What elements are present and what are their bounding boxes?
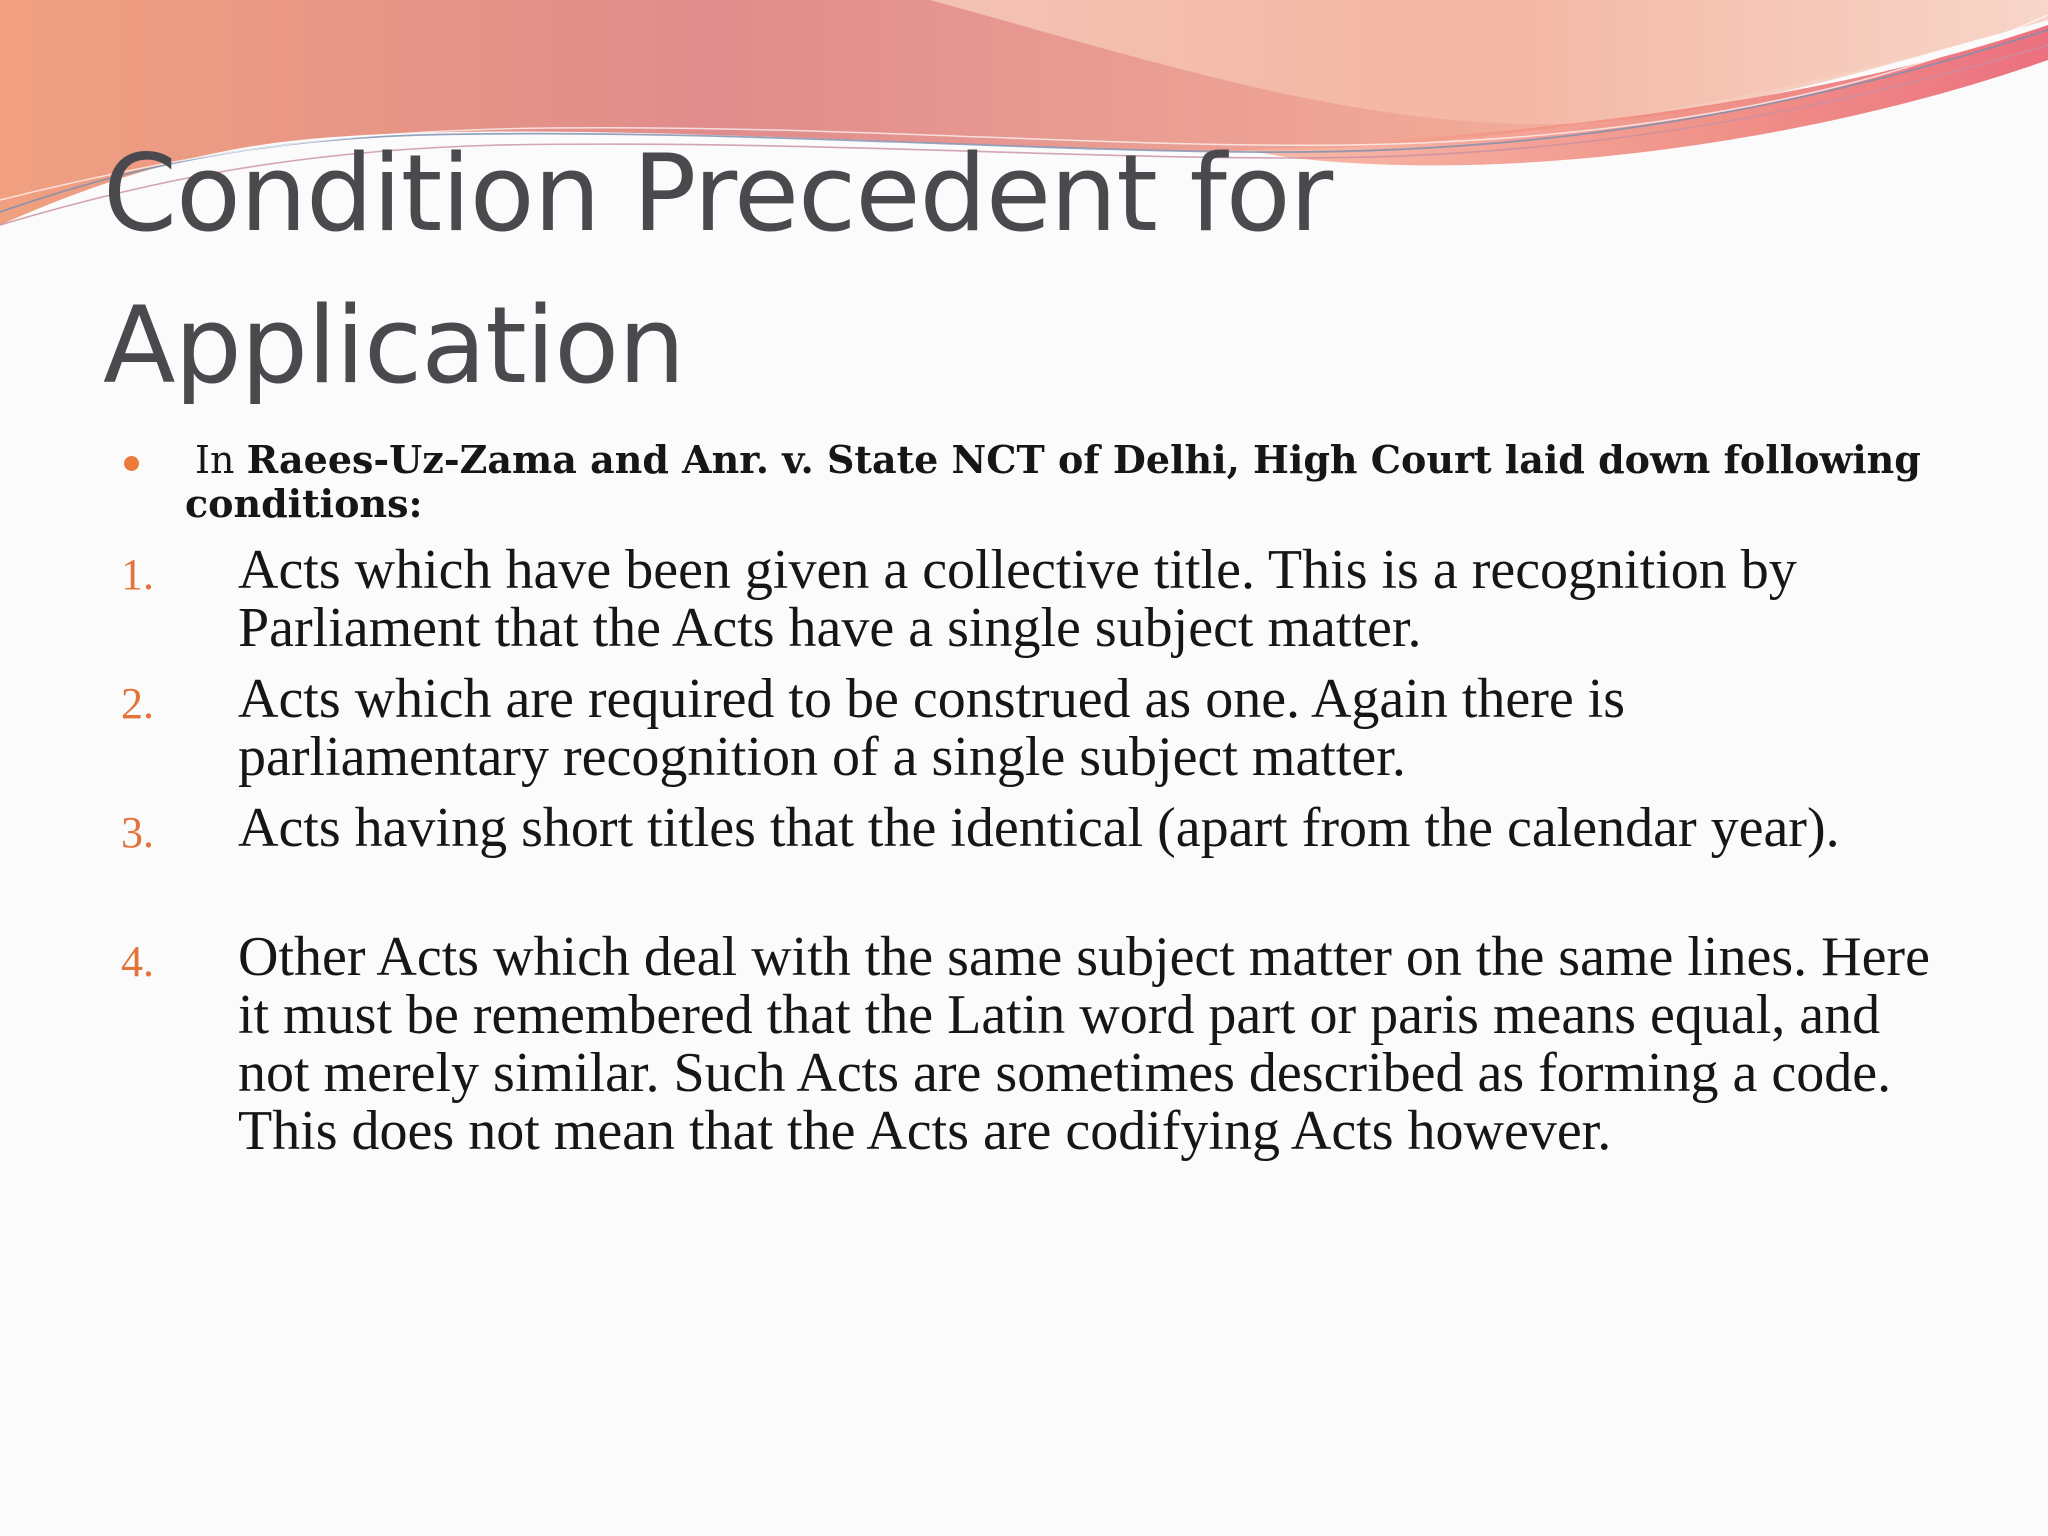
intro-prefix: In — [195, 438, 235, 482]
slide-title: Condition Precedent for Application — [103, 132, 1333, 407]
list-item-number: 4. — [121, 937, 154, 986]
list-item-text: Acts having short titles that the identical (apart from the calendar year). — [238, 797, 1840, 859]
list-item-text: Other Acts which deal with the same subject matter on the same lines. Here it must be remembered that the Latin word part or paris means equal, and not merely similar. Such Acts are sometimes described as forming a code. This does not mean that the Acts are codifying Acts however. — [238, 926, 1930, 1162]
list-item-number: 1. — [121, 550, 154, 599]
list-item-text: Acts which have been given a collective title. This is a recognition by Parliament that the Acts have a single subject matter. — [238, 539, 1797, 659]
list-item-number: 2. — [121, 679, 154, 728]
intro-case-citation: Raees-Uz-Zama and Anr. v. State NCT of Delhi, High Court laid down following conditions: — [185, 437, 1921, 526]
bullet-dot-icon — [124, 456, 139, 471]
list-item-number: 3. — [121, 808, 154, 857]
intro-text — [185, 438, 1965, 526]
list-item-text: Acts which are required to be construed as one. Again there is parliamentary recognition of a single subject matter. — [238, 668, 1626, 788]
